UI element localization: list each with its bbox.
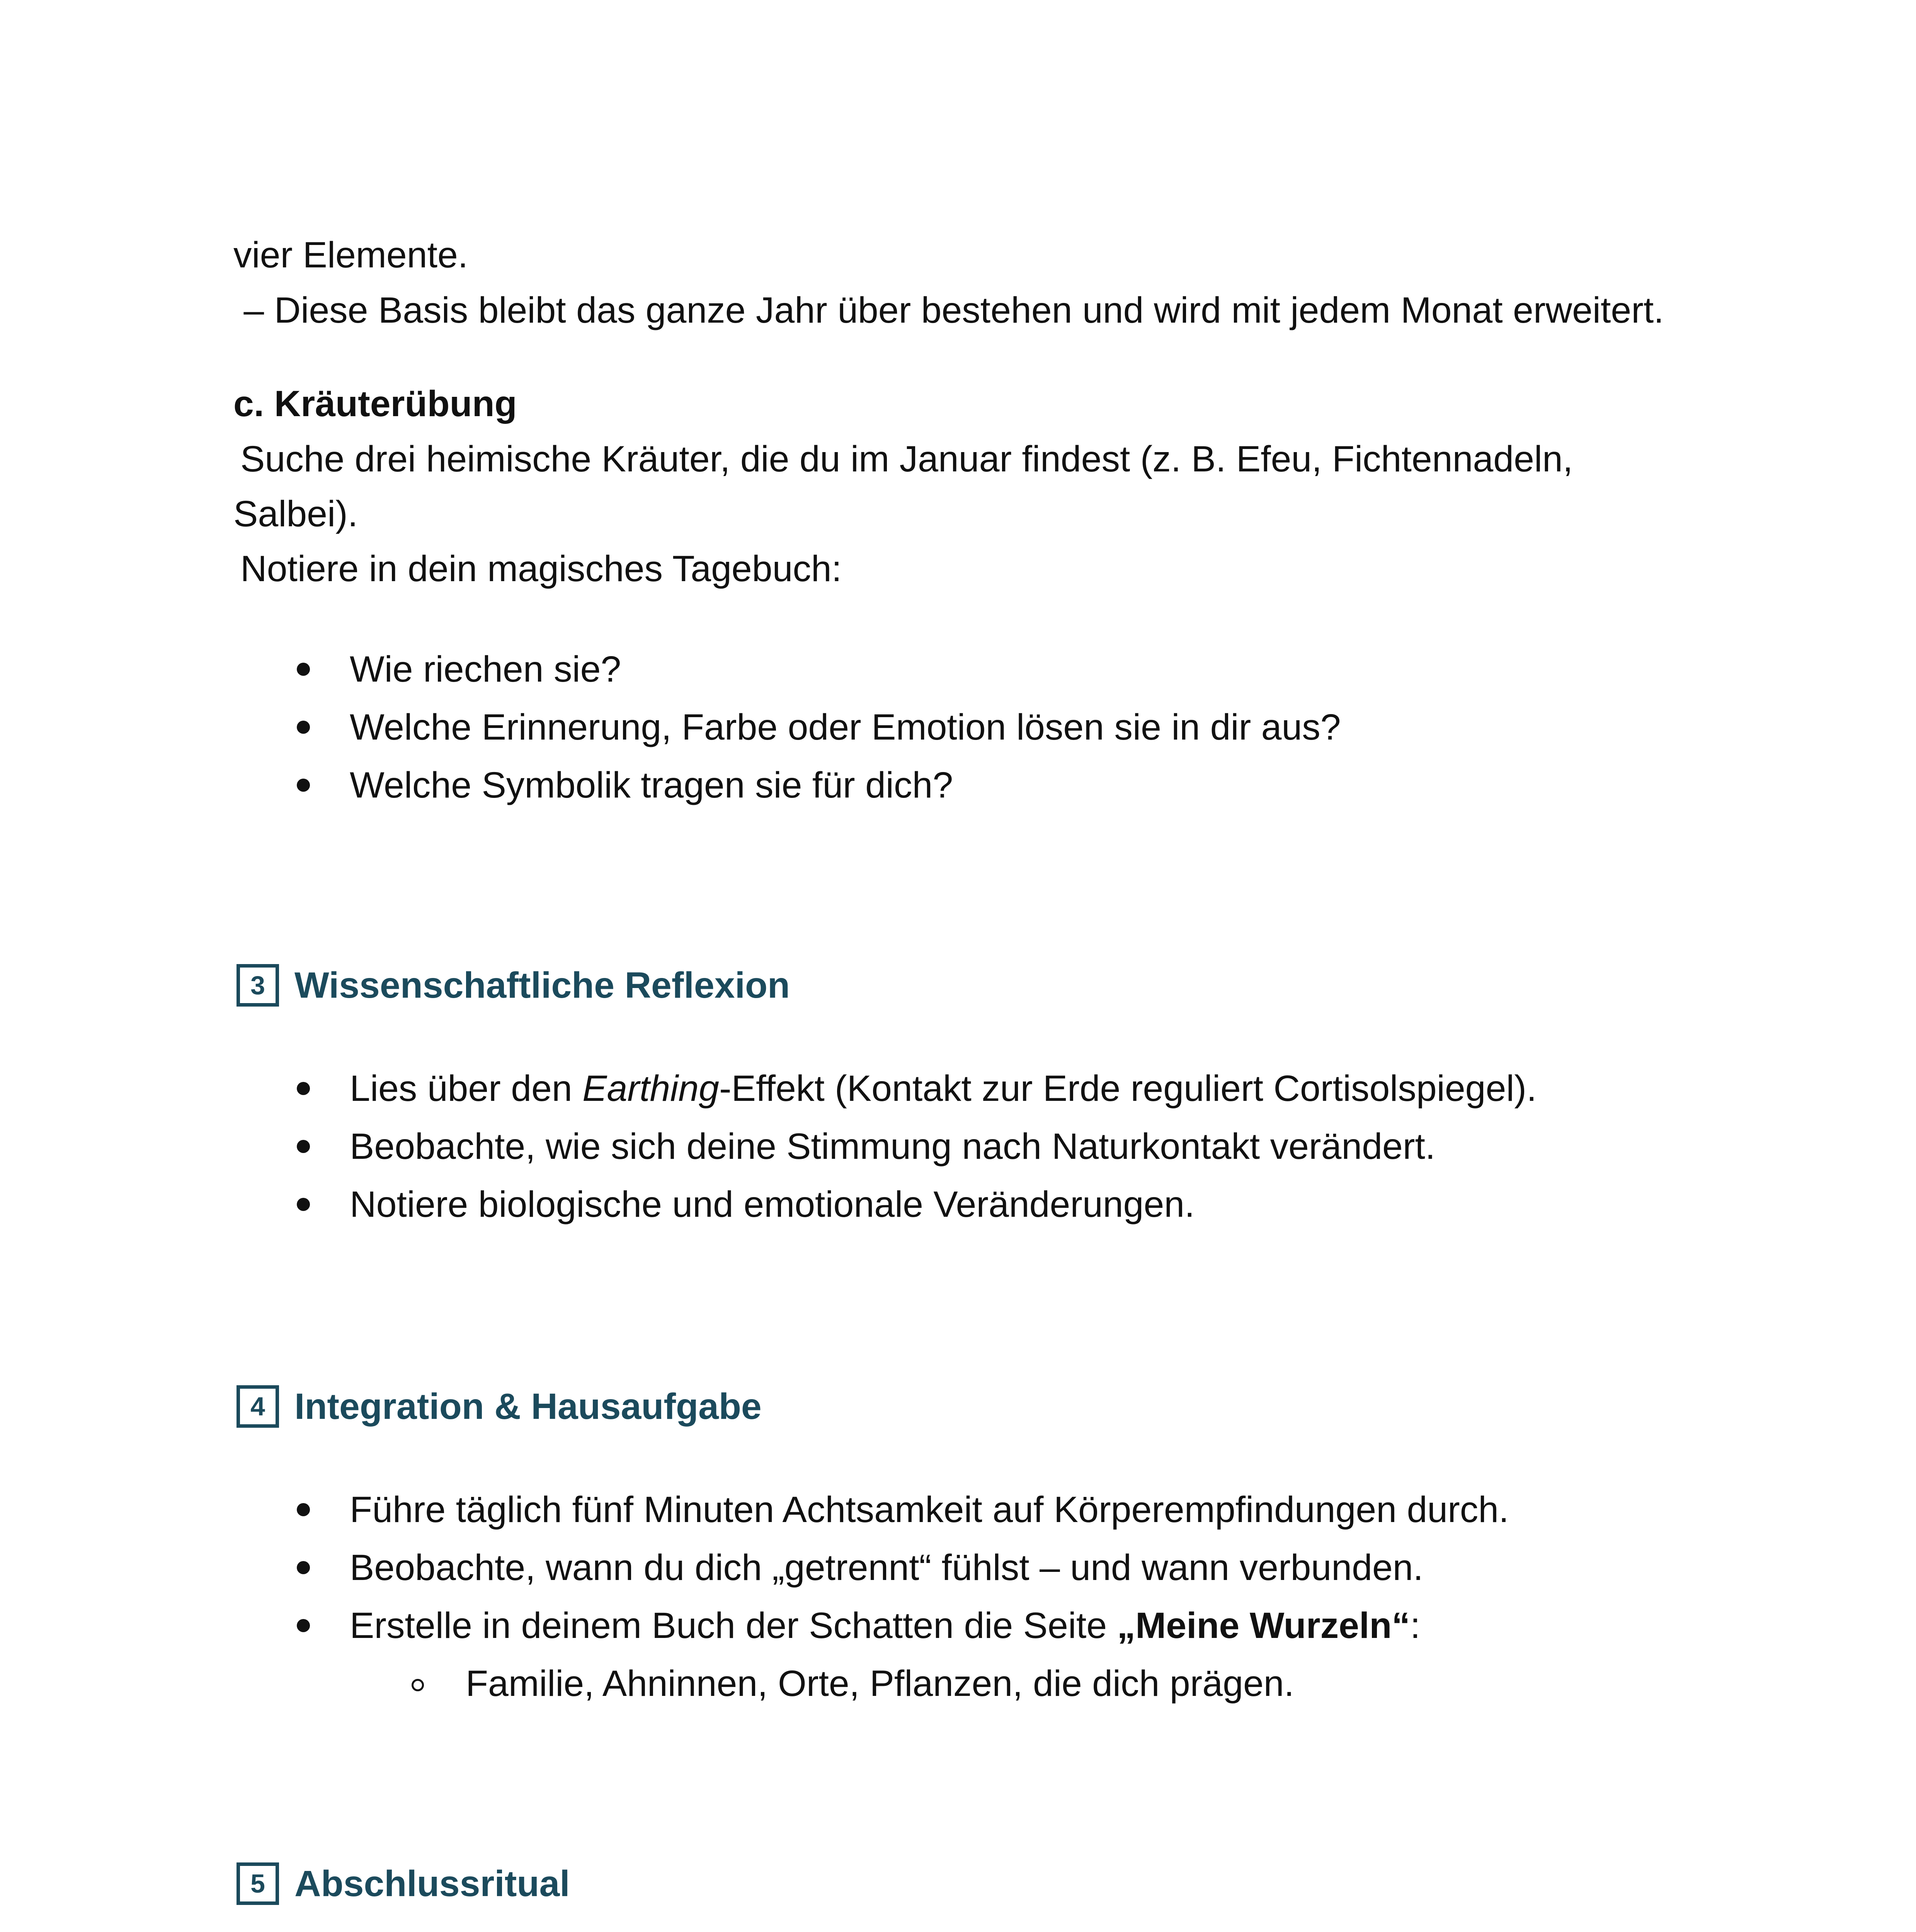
herb-exercise-line-1: Suche drei heimische Kräuter, die du im Januar findest (z. B. Efeu, Fichtennadeln, <box>240 439 1573 480</box>
section-4-heading: Integration & Hausaufgabe <box>294 1386 762 1427</box>
section-5-heading: Abschlussritual <box>294 1863 570 1904</box>
herb-bullet-3: Welche Symbolik tragen sie für dich? <box>350 765 953 806</box>
section-3-number-badge: 3 <box>237 964 279 1007</box>
bullet-icon <box>297 1619 310 1632</box>
section-3-bullet-3: Notiere biologische und emotionale Veränderungen. <box>350 1184 1195 1225</box>
section-4-number-badge: 4 <box>237 1385 279 1428</box>
section-3-heading: Wissenschaftliche Reflexion <box>294 965 790 1006</box>
section-4-bullet-1: Führe täglich fünf Minuten Achtsamkeit auf Körperempfindungen durch. <box>350 1489 1509 1530</box>
intro-line-2: – Diese Basis bleibt das ganze Jahr über bestehen und wird mit jedem Monat erweitert. <box>233 290 1664 331</box>
herb-bullet-2: Welche Erinnerung, Farbe oder Emotion lösen sie in dir aus? <box>350 707 1341 748</box>
meine-wurzeln-label: „Meine Wurzeln“ <box>1117 1605 1410 1646</box>
bullet-icon <box>297 1503 310 1516</box>
intro-line-1: vier Elemente. <box>233 235 468 276</box>
bullet-icon <box>297 1198 310 1211</box>
herb-exercise-line-2: Salbei). <box>233 493 358 534</box>
bullet-icon <box>297 1561 310 1574</box>
herb-exercise-line-3: Notiere in dein magisches Tagebuch: <box>240 548 842 589</box>
bullet-icon <box>297 1082 310 1095</box>
earthing-term: Earthing <box>582 1068 719 1109</box>
section-3-bullet-1: Lies über den Earthing-Effekt (Kontakt zur Erde reguliert Cortisolspiegel). <box>350 1068 1537 1109</box>
section-5-number-badge: 5 <box>237 1862 279 1905</box>
bullet-icon <box>297 663 310 676</box>
section-4-bullet-2: Beobachte, wann du dich „getrennt“ fühlst – und wann verbunden. <box>350 1547 1424 1588</box>
section-4-sub-bullet: Familie, Ahninnen, Orte, Pflanzen, die dich prägen. <box>466 1663 1295 1704</box>
bullet-icon <box>297 779 310 792</box>
herb-bullet-1: Wie riechen sie? <box>350 649 621 690</box>
bullet-icon <box>297 721 310 734</box>
section-4-bullet-3: Erstelle in deinem Buch der Schatten die Seite „Meine Wurzeln“: <box>350 1605 1421 1646</box>
sub-bullet-circle-icon <box>412 1679 424 1691</box>
bullet-icon <box>297 1140 310 1153</box>
section-3-bullet-2: Beobachte, wie sich deine Stimmung nach Naturkontakt verändert. <box>350 1126 1436 1167</box>
herb-exercise-title: c. Kräuterübung <box>233 383 517 424</box>
